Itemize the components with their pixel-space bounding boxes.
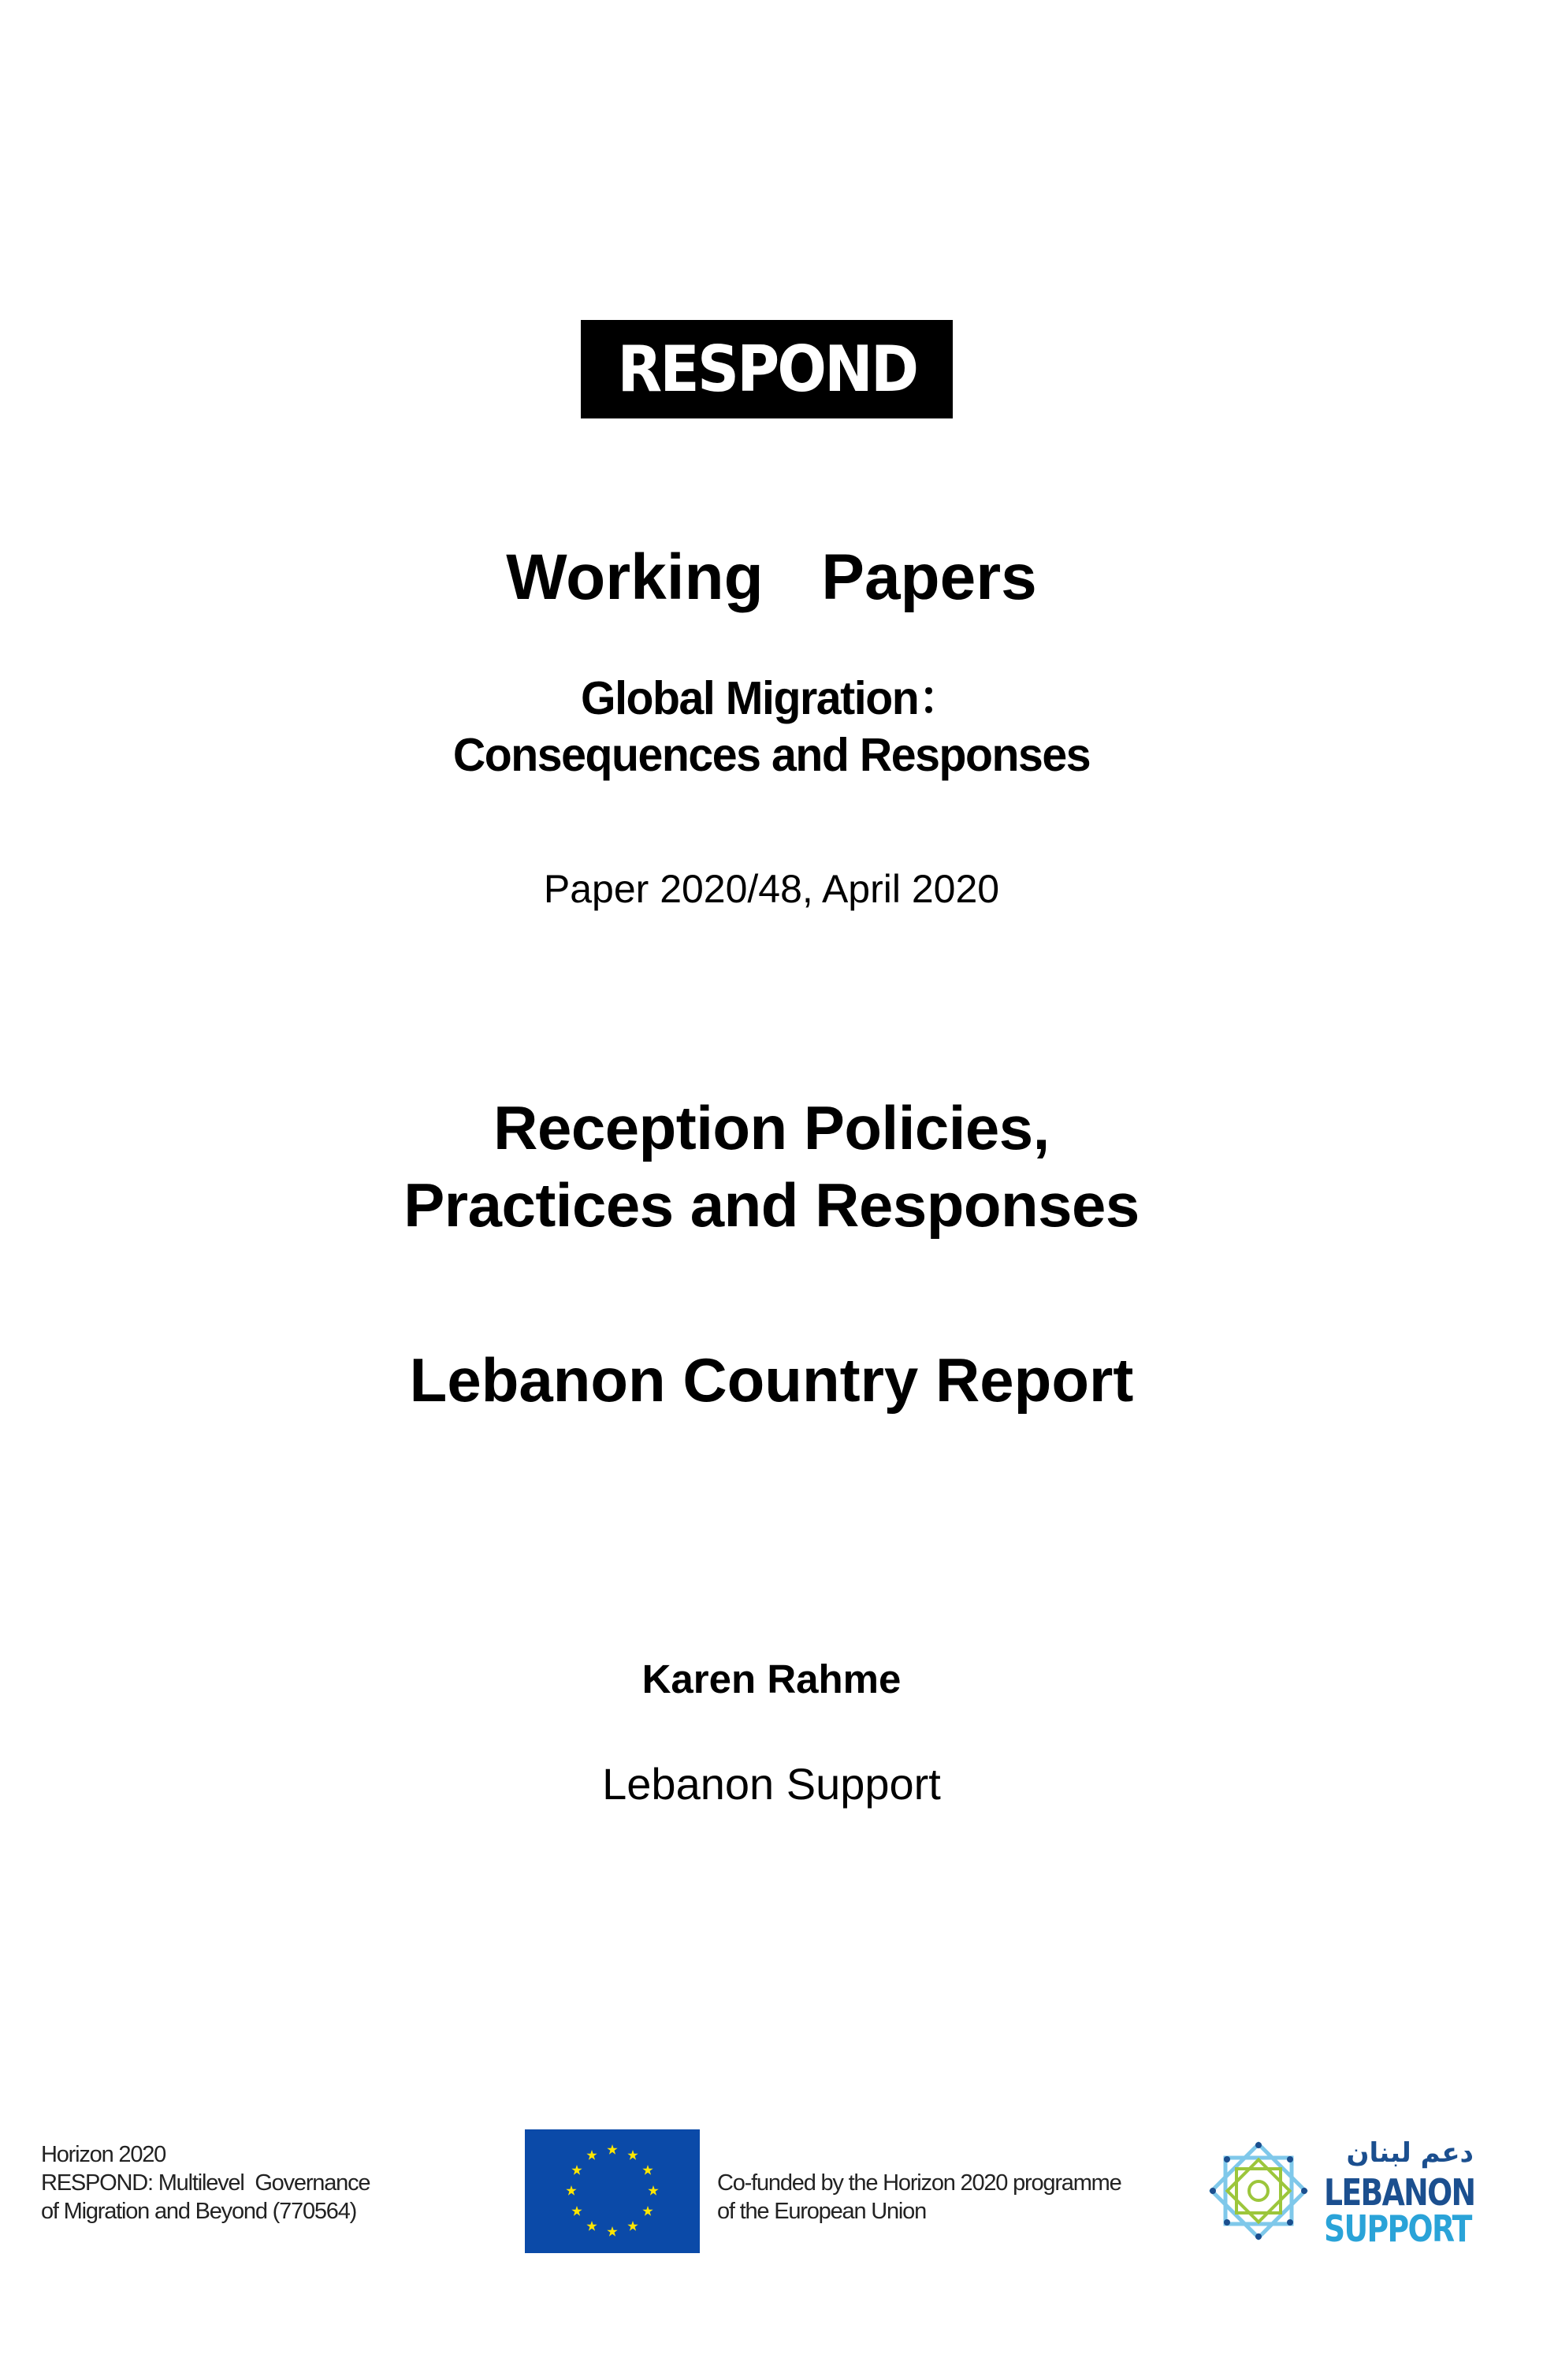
report-title-line2: Practices and Responses [403, 1170, 1140, 1240]
partner-arabic-name: دعم لبنان [1346, 2137, 1474, 2169]
respond-logo-text: RESPOND [617, 332, 917, 406]
partner-name-line1: LEBANON [1324, 2171, 1475, 2214]
project-info-line: RESPOND: Multilevel Governance [41, 2170, 370, 2196]
series-subtitle [23, 670, 1519, 783]
lebanon-support-logo-icon [1199, 2132, 1318, 2250]
series-title: Working Papers [506, 541, 1037, 613]
eu-flag-icon [525, 2129, 700, 2253]
series-subtitle-line1: Global Migration： [581, 672, 962, 724]
report-title-line1: Reception Policies, [493, 1093, 1050, 1162]
author-name: Karen Rahme [641, 1657, 902, 1701]
author-affiliation: Lebanon Support [602, 1759, 941, 1809]
cofunded-text [717, 2169, 1121, 2226]
project-info-line: Horizon 2020 [41, 2142, 166, 2167]
country-report-title: Lebanon Country Report [409, 1345, 1134, 1415]
series-subtitle-line2: Consequences and Responses [452, 729, 1091, 781]
respond-logo [581, 320, 953, 418]
eu-stars-icon [525, 2129, 700, 2253]
cofunded-line: of the European Union [717, 2199, 927, 2224]
lebanon-support-logo [1199, 2132, 1483, 2250]
project-info [41, 2140, 370, 2226]
project-info-line: of Migration and Beyond (770564) [41, 2199, 357, 2224]
partner-name-line2: SUPPORT [1324, 2207, 1471, 2250]
report-title [0, 1089, 1543, 1244]
paper-info: Paper 2020/48, April 2020 [543, 867, 1000, 911]
cofunded-line: Co-funded by the Horizon 2020 programme [717, 2170, 1121, 2196]
